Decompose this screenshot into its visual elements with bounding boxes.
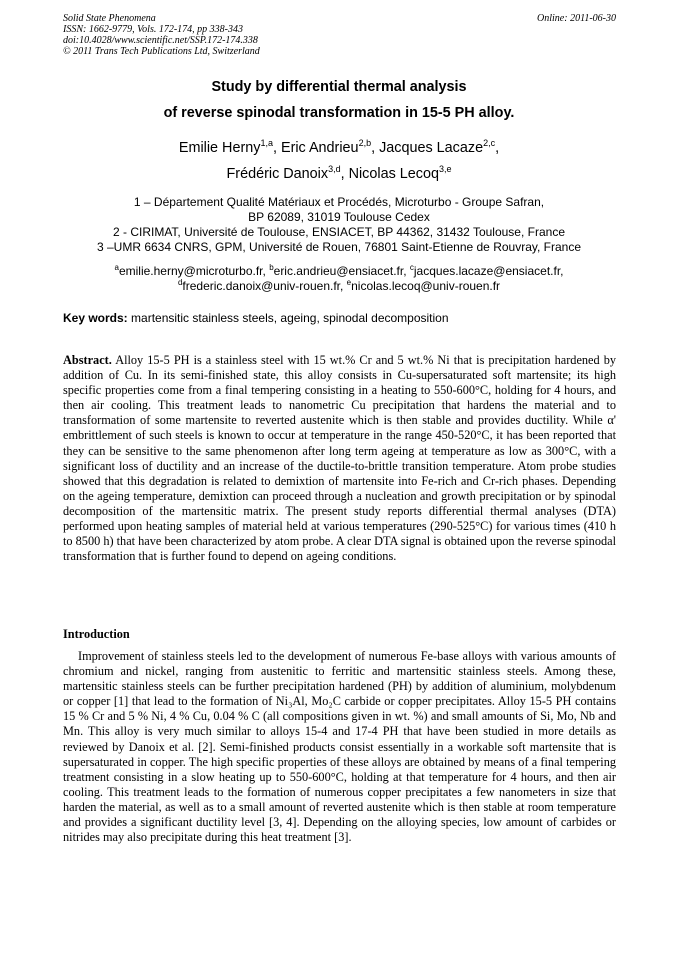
affiliation-3: 3 –UMR 6634 CNRS, GPM, Université de Rouen, 76801 Saint-Etienne de Rouvray, France [96, 240, 581, 254]
keywords-text: martensitic stainless steels, ageing, spinodal decomposition [127, 311, 449, 325]
introduction-body [63, 649, 616, 845]
abstract-label: Abstract. [63, 353, 112, 367]
author-sup: 2,b [358, 138, 372, 148]
email-sup: d [177, 278, 183, 287]
email-e: nicolas.lecoq@univ-rouen.fr [351, 279, 501, 293]
author-sup: 3,e [438, 164, 452, 174]
emails-line-1 [0, 264, 678, 279]
journal-header [63, 13, 616, 57]
journal-name: Solid State Phenomena [63, 13, 156, 24]
author-line-2: Frédéric Danoix$^{3,d}$, Nicolas Lecoq$^{3,e}$ [226, 164, 452, 182]
doi-line: doi:10.4028/www.scientific.net/SSP.172-174.338 [63, 35, 258, 46]
online-date: Online: 2011-06-30 [537, 13, 616, 24]
author-name: Nicolas Lecoq [348, 166, 439, 182]
author-name: Jacques Lacaze [379, 140, 484, 156]
email-d: frederic.danoix@univ-rouen.fr, [182, 279, 347, 293]
email-c: jacques.lacaze@ensiacet.fr, [413, 264, 564, 278]
author-sup: 2,c [483, 138, 496, 148]
author-name: Emilie Herny [178, 140, 261, 156]
email-a: emilie.herny@microturbo.fr, [118, 264, 270, 278]
issn-line: ISSN: 1662-9779, Vols. 172-174, pp 338-343 [63, 24, 243, 35]
author-name: Frédéric Danoix [226, 166, 329, 182]
author-line-1: Emilie Herny$^{1,a}$, Eric Andrieu$^{2,b}$, Jacques Lacaze$^{2,c}$, [178, 138, 500, 156]
affiliation-2: 2 - CIRIMAT, Université de Toulouse, ENSIACET, BP 44362, 31432 Toulouse, France [112, 225, 565, 239]
author-sup: 1,a [260, 138, 273, 148]
affiliation-1-address: BP 62089, 31019 Toulouse Cedex [248, 210, 430, 224]
introduction-heading: Introduction [63, 627, 130, 641]
email-b: eric.andrieu@ensiacet.fr, [273, 264, 410, 278]
abstract-text: Alloy 15-5 PH is a stainless steel with 15 wt.% Cr and 5 wt.% Ni that is precipitation hardened by addition of Cu. In its semi-finished state, this alloy consists in Cu-supersaturated soft martensite; its high specific properties come from a final tempering consisting in a heating to 550-600°C, holding for 4 hours, and then air cooling. This treatment leads to nanometric Cu precipitation that hardens the material and to transformation of some martensite to reverted austenite which is then stable and provides ductility. While α' embrittlement of such steels is known to occur at temperature in the range 450-520°C, it has been reported that they can be sensitive to the same phenomenon after long term ageing at temperature as low as 300°C, with a significant loss of ductility and an increase of the ductile-to-brittle transition temperature. Atom probe studies showed that this degradation is related to demixtion of martensite into Fe-rich and Cr-rich phases. Depending on the ageing temperature, demixtion can proceed through a nucleation and growth precipitation or by spinodal decomposition of the martensitic matrix. The present study reports differential thermal analyses (DTA) performed upon heating samples of material held at various temperatures (290-525°C) for various times (410 h to 8500 h) that have been characterized by atom probe. A clear DTA signal is obtained upon the reverse spinodal transformation that is further found to depend on ageing conditions. [63, 353, 616, 564]
email-sup: c [409, 263, 414, 272]
paper-title-line-2: of reverse spinodal transformation in 15-5 PH alloy. [163, 105, 515, 121]
abstract [63, 353, 616, 564]
author-name: Eric Andrieu [280, 140, 359, 156]
keywords-label: Key words: [63, 311, 128, 325]
email-sup: e [346, 278, 352, 287]
copyright-line: © 2011 Trans Tech Publications Ltd, Switzerland [63, 46, 260, 57]
email-sup: b [269, 263, 274, 272]
emails-line-2 [0, 279, 678, 294]
affiliation-1: 1 – Département Qualité Matériaux et Procédés, Microturbo - Groupe Safran, [133, 195, 545, 209]
paper-title-line-1: Study by differential thermal analysis [211, 79, 467, 95]
email-sup: a [114, 263, 119, 272]
introduction-text: Improvement of stainless steels led to the development of numerous Fe-base alloys with various amounts of chromium and nickel, ranging from austenitic to ferritic and martensitic stainless steels. Among these, martensitic stainless steels can be further precipitation hardened (PH) by addition of aluminium, molybdenum or copper [1] that lead to the formation of Ni₃Al, Mo₂C carbide or copper precipitates. Alloy 15-5 PH contains 15 % Cr and 5 % Ni, 4 % Cu, 0.04 % C (all compositions given in wt. %) and small amounts of Si, Mo, Nb and Mn. This alloy is very much similar to alloys 15-4 and 17-4 PH that have been studied in more details as reviewed by Danoix et al. [2]. Semi-finished products consist essentially in a workable soft martensite that is supersaturated in copper. The high specific properties of these alloys are obtained by means of a final tempering treatment consisting in a slow heating up to 550-600°C, holding at that temperature for 4 hours, and then air cooling. This treatment leads to the formation of numerous copper precipitates a few nanometers in size that harden the material, as well as to a small amount of reverted austenite which is then stable at room temperature and provides a significant ductility level [3, 4]. Depending on the alloying species, low amount of carbides or nitrides may also precipitate during this heat treatment [3]. [63, 649, 616, 845]
author-sup: 3,d [328, 164, 341, 174]
keywords [63, 311, 449, 325]
